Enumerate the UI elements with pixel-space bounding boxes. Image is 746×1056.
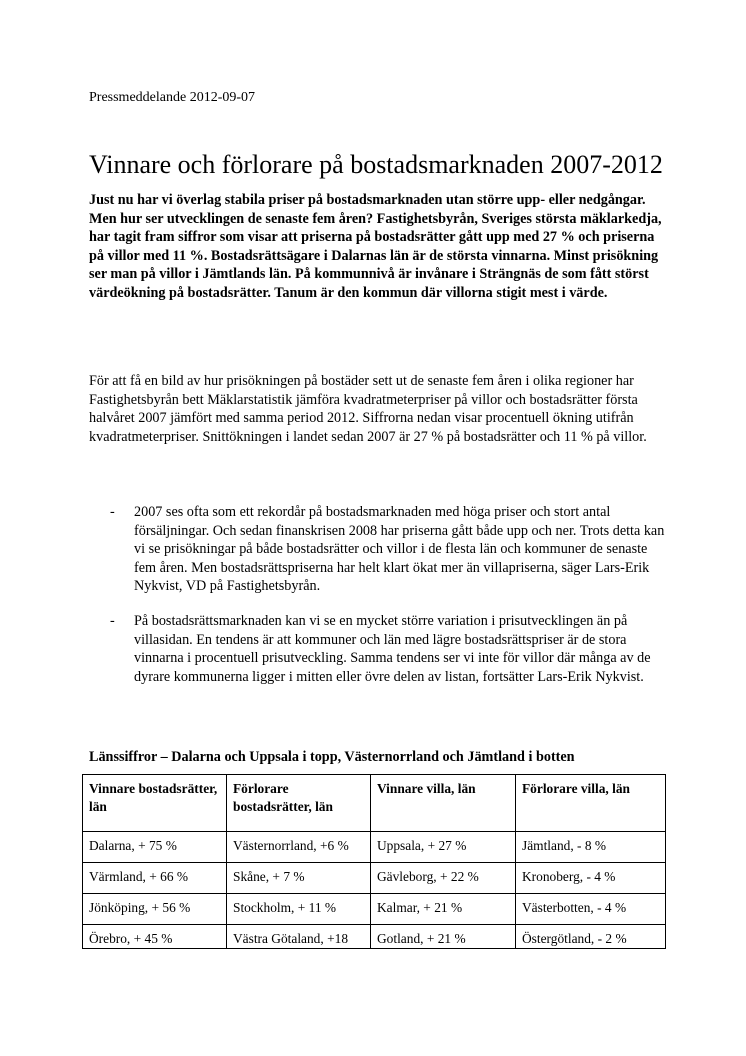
quote-list (110, 503, 670, 686)
table-cell: Värmland, + 66 % (83, 863, 227, 894)
table-cell: Jönköping, + 56 % (83, 894, 227, 925)
table-cell: Gävleborg, + 22 % (371, 863, 516, 894)
quote-item (110, 612, 670, 686)
table-heading: Länssiffror – Dalarna och Uppsala i topp, Västernorrland och Jämtland i botten (89, 749, 575, 765)
table-cell: Västra Götaland, +18 (227, 925, 371, 949)
table-cell: Uppsala, + 27 % (371, 832, 516, 863)
lead-paragraph: Just nu har vi överlag stabila priser på bostadsmarknaden utan större upp- eller nedgångar. Men hur ser utvecklingen de senaste fem åren? Fastighetsbyrån, Sveriges största mäklarkedja, har tagit fram siffror som visar att priserna på bostadsrätter gått upp med 27 % och priserna på villor med 11 %. Bostadsrättsägare i Dalarnas län är de största vinnarna. Minst prisökning ser man på villor i Jämtlands län. På kommunnivå är invånare i Strängnäs de som fått störst värdeökning på bostadsrätter. Tanum är den kommun där villorna stigit mest i värde. (89, 192, 662, 301)
county-stats-table (82, 774, 666, 949)
quote-text: 2007 ses ofta som ett rekordår på bostadsmarknaden med höga priser och stort antal försäljningar. Och sedan finanskrisen 2008 har priserna gått både upp och ner. Trots detta kan vi se prisökningar på både bostadsrätter och villor i de flesta län och kommuner de senaste fem åren. Men bostadsrättspriserna har helt klart ökat mer än villapriserna, säger Lars-Erik Nykvist, VD på Fastighetsbyrån. (134, 504, 665, 595)
table-cell: Kalmar, + 21 % (371, 894, 516, 925)
quote-dash: - (110, 504, 115, 520)
column-header: Vinnare villa, län (371, 775, 516, 832)
table-cell: Västerbotten, - 4 % (516, 894, 666, 925)
column-header: Vinnare bostadsrätter, län (83, 775, 227, 832)
column-header: Förlorare villa, län (516, 775, 666, 832)
quote-text: På bostadsrättsmarknaden kan vi se en mycket större variation i prisutvecklingen än på villasidan. En tendens är att kommuner och län med lägre bostadsrättspriser är de stora vinnarna i procentuell prisutveckling. Samma tendens ser vi inte för villor där många av de dyrare kommunerna ligger i mitten eller övre delen av listan, fortsätter Lars-Erik Nykvist. (134, 612, 651, 685)
table-cell: Jämtland, - 8 % (516, 832, 666, 863)
table-row (83, 863, 666, 894)
page-title: Vinnare och förlorare på bostadsmarknaden 2007-2012 (89, 150, 663, 179)
table-cell: Östergötland, - 2 % (516, 925, 666, 949)
body-paragraph: För att få en bild av hur prisökningen på bostäder sett ut de senaste fem åren i olika regioner har Fastighetsbyrån bett Mäklarstatistik jämföra kvadratmeterpriser på villor och bostadsrätter första halvåret 2007 jämfört med samma period 2012. Siffrorna nedan visar procentuell ökning utifrån kvadratmeterpriser. Snittökningen i landet sedan 2007 är 27 % på bostadsrätter och 11 % på villor. (89, 373, 647, 445)
quote-dash: - (110, 612, 115, 629)
table-cell: Västernorrland, +6 % (227, 832, 371, 863)
table-cell: Stockholm, + 11 % (227, 894, 371, 925)
table-row (83, 832, 666, 863)
table-header-row (83, 775, 666, 832)
table-row (83, 925, 666, 949)
table-cell: Gotland, + 21 % (371, 925, 516, 949)
table-cell: Kronoberg, - 4 % (516, 863, 666, 894)
column-header: Förlorare bostadsrätter, län (227, 775, 371, 832)
table-row (83, 894, 666, 925)
table-cell: Skåne, + 7 % (227, 863, 371, 894)
table-cell: Örebro, + 45 % (83, 925, 227, 949)
quote-item (110, 503, 670, 596)
press-release-dateline: Pressmeddelande 2012-09-07 (89, 90, 256, 105)
table-cell: Dalarna, + 75 % (83, 832, 227, 863)
